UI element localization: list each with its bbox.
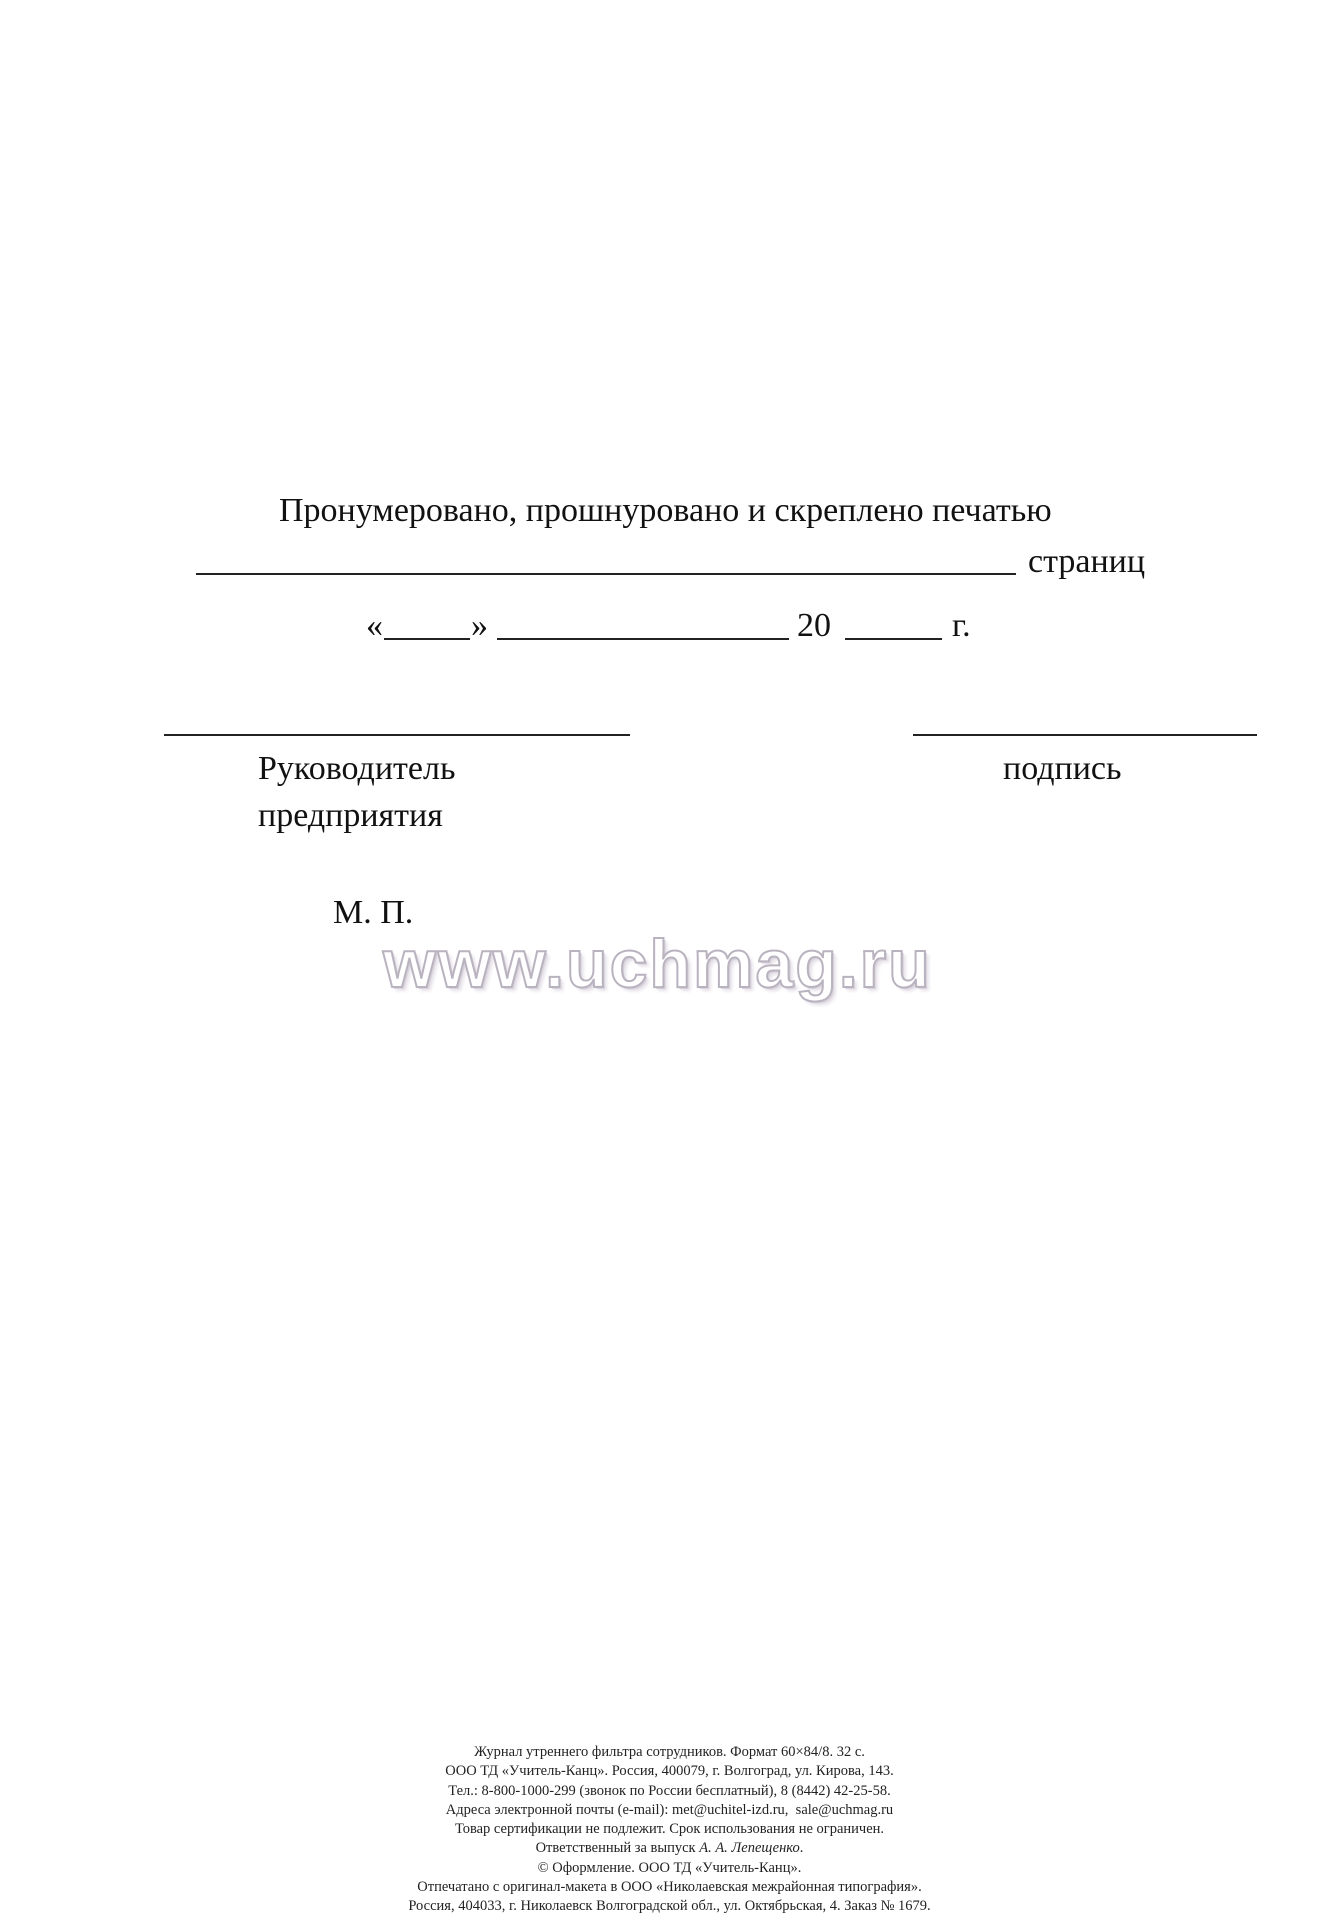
head-name-line [164, 734, 630, 736]
date-year-prefix: 20 [797, 607, 831, 644]
date-close-quote: » [471, 607, 488, 644]
imprint-line: Товар сертификации не подлежит. Срок использования не ограничен. [454, 1821, 885, 1838]
imprint-line: Отпечатано с оригинал-макета в ООО «Николаевская межрайонная типография». [417, 1879, 922, 1896]
imprint-responsible [0, 1839, 1339, 1858]
imprint-line: Адреса электронной почты (e-mail): met@uchitel-izd.ru, sale@uchmag.ru [445, 1801, 894, 1818]
imprint-line: Тел.: 8-800-1000-299 (звонок по России бесплатный), 8 (8442) 42-25-58. [448, 1782, 891, 1799]
imprint-block [0, 1743, 1339, 1917]
imprint-line: Журнал утреннего фильтра сотрудников. Формат 60×84/8. 32 с. [474, 1744, 865, 1760]
watermark-logo: www.uchmag.ru [383, 926, 932, 1002]
date-year-suffix: г. [952, 607, 971, 644]
date-month-blank [497, 638, 789, 640]
imprint-responsible-prefix: Ответственный за выпуск [535, 1840, 700, 1857]
imprint-line: ООО ТД «Учитель-Канц». Россия, 400079, г. Волгоград, ул. Кирова, 143. [445, 1763, 894, 1780]
pages-count-blank [196, 573, 1016, 575]
date-day-blank [384, 638, 470, 640]
date-open-quote: « [366, 607, 383, 644]
date-year-blank [845, 638, 942, 640]
imprint-responsible-suffix: . [799, 1840, 804, 1857]
imprint-line: Россия, 404033, г. Николаевск Волгоградской обл., ул. Октябрьская, 4. Заказ № 1679. [408, 1898, 931, 1915]
head-label-line1: Руководитель [258, 750, 456, 787]
certification-statement: Пронумеровано, прошнуровано и скреплено печатью [279, 492, 1052, 529]
head-label-line2: предприятия [258, 797, 443, 834]
stamp-label: М. П. [333, 894, 414, 931]
signature-line [913, 734, 1257, 736]
imprint-responsible-name: А. А. Лепещенко [699, 1840, 800, 1857]
pages-label: страниц [1028, 543, 1146, 580]
signature-label: подпись [1003, 750, 1122, 787]
imprint-line: © Оформление. ООО ТД «Учитель-Канц». [537, 1859, 802, 1876]
